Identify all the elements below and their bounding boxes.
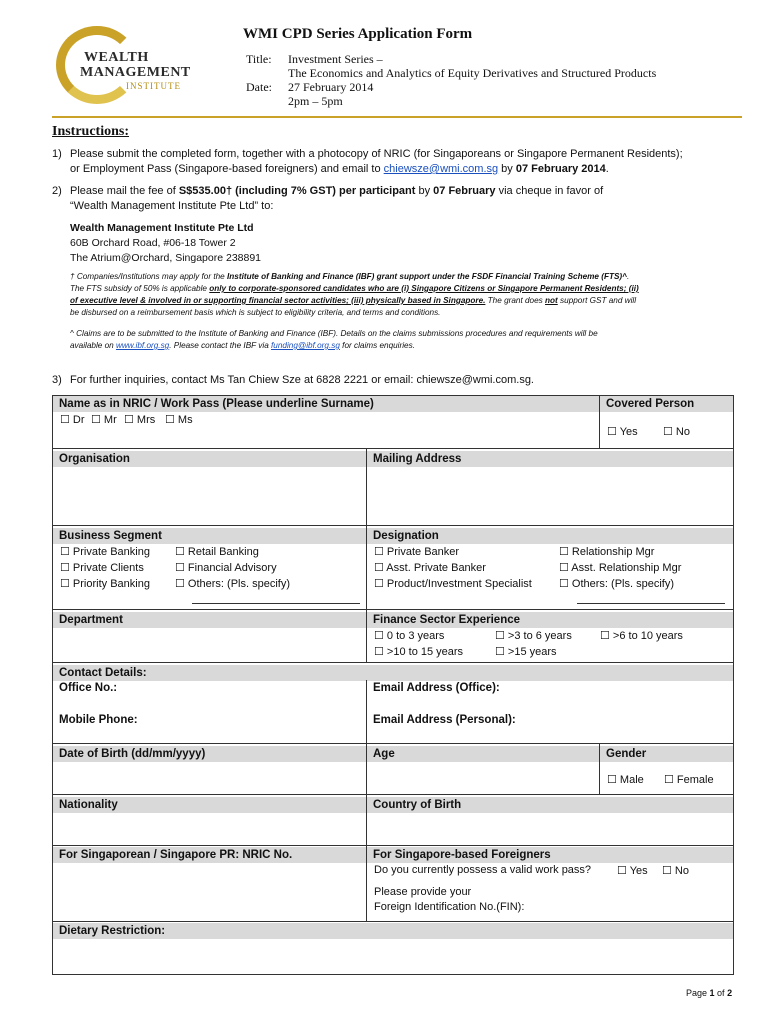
designation-product-specialist[interactable]: ☐ Product/Investment Specialist — [374, 578, 532, 590]
segment-private-banking[interactable]: ☐ Private Banking — [60, 546, 150, 558]
logo-text-institute: INSTITUTE — [126, 81, 181, 91]
email-personal-label: Email Address (Personal): — [373, 714, 516, 726]
mailing-address-field[interactable] — [367, 468, 733, 524]
experience-15-plus[interactable]: ☐ >15 years — [495, 646, 557, 658]
item2-line2: “Wealth Management Institute Pte Ltd” to: — [70, 200, 274, 212]
item2-number: 2) — [52, 185, 62, 197]
row-divider — [53, 448, 733, 449]
date-line2: 2pm – 5pm — [288, 94, 343, 108]
form-title: WMI CPD Series Application Form — [243, 26, 473, 42]
mailing-address-header: Mailing Address — [367, 451, 733, 467]
contact-details-header: Contact Details: — [53, 665, 733, 681]
footnote-line5: ^ Claims are to be submitted to the Institute of Banking and Finance (IBF). Details on the claims submissions procedures and requirements will be — [70, 329, 598, 338]
row-divider — [53, 525, 733, 526]
divider — [366, 680, 367, 743]
row-divider — [53, 794, 733, 795]
experience-6-10[interactable]: ☐ >6 to 10 years — [600, 630, 683, 642]
designation-asst-private-banker[interactable]: ☐ Asst. Private Banker — [374, 562, 486, 574]
designation-header: Designation — [367, 528, 733, 544]
segment-others[interactable]: ☐ Others: (Pls. specify) — [175, 578, 290, 590]
nationality-header: Nationality — [53, 797, 366, 813]
dob-header: Date of Birth (dd/mm/yyyy) — [53, 746, 366, 762]
segment-retail-banking[interactable]: ☐ Retail Banking — [175, 546, 259, 558]
finance-experience-header: Finance Sector Experience — [367, 612, 733, 628]
title-label: Title: — [246, 52, 272, 66]
row-divider — [53, 609, 733, 610]
segment-private-clients[interactable]: ☐ Private Clients — [60, 562, 144, 574]
covered-person-header: Covered Person — [600, 396, 733, 412]
dietary-header: Dietary Restriction: — [53, 923, 733, 939]
designation-asst-relationship-mgr[interactable]: ☐ Asst. Relationship Mgr — [559, 562, 682, 574]
date-label: Date: — [246, 80, 272, 94]
item1-number: 1) — [52, 148, 62, 160]
covered-no-checkbox[interactable]: ☐ No — [663, 426, 690, 438]
divider — [366, 610, 367, 662]
row-divider — [53, 743, 733, 744]
fin-label-line2: Foreign Identification No.(FIN): — [374, 901, 525, 913]
address-line3: The Atrium@Orchard, Singapore 238891 — [70, 252, 262, 264]
segment-others-input-line[interactable] — [192, 603, 360, 604]
row-divider — [53, 845, 733, 846]
logo-text-wealth: WEALTH — [84, 50, 149, 65]
experience-3-6[interactable]: ☐ >3 to 6 years — [495, 630, 572, 642]
logo-text-management: MANAGEMENT — [80, 65, 191, 80]
email-link[interactable]: chiewsze@wmi.com.sg — [383, 163, 499, 175]
footnote-line3: of executive level & involved in or supporting financial sector activities; (iii) physically based in Singapore. The grant does not support GST and will — [70, 296, 637, 305]
divider — [599, 396, 600, 448]
experience-10-15[interactable]: ☐ >10 to 15 years — [374, 646, 464, 658]
work-pass-question: Do you currently possess a valid work pass? — [374, 864, 592, 876]
wmi-logo — [50, 24, 202, 104]
footnote-line4: be disbursed on a reimbursement basis which is subject to eligibility criteria, and terms and conditions. — [70, 308, 441, 317]
footnote-line2: The FTS subsidy of 50% is applicable only to corporate-sponsored candidates who are (i) Singapore Citizens or Singapore Permanent Residents; (ii) — [70, 284, 639, 293]
mobile-phone-label: Mobile Phone: — [59, 714, 138, 726]
designation-others[interactable]: ☐ Others: (Pls. specify) — [559, 578, 674, 590]
address-line1: Wealth Management Institute Pte Ltd — [70, 222, 254, 234]
divider — [599, 744, 600, 794]
designation-private-banker[interactable]: ☐ Private Banker — [374, 546, 460, 558]
segment-financial-advisory[interactable]: ☐ Financial Advisory — [175, 562, 277, 574]
organisation-field[interactable] — [53, 468, 366, 524]
footnote-line6: available on www.ibf.org.sg. Please contact the IBF via funding@ibf.org.sg for claims enquiries. — [70, 341, 415, 350]
item3-text: For further inquiries, contact Ms Tan Chiew Sze at 6828 2221 or email: chiewsze@wmi.com.sg. — [70, 374, 534, 386]
divider — [366, 795, 367, 845]
item3-number: 3) — [52, 374, 62, 386]
row-divider — [53, 662, 733, 663]
department-header: Department — [53, 612, 366, 628]
covered-yes-checkbox[interactable]: ☐ Yes — [607, 426, 638, 438]
designation-others-input-line[interactable] — [577, 603, 725, 604]
salutation-ms[interactable]: ☐ Ms — [165, 414, 193, 426]
divider — [366, 526, 367, 609]
page-number: Page 1 of 2 — [686, 988, 733, 998]
gender-male-checkbox[interactable]: ☐ Male — [607, 774, 644, 786]
work-pass-yes-checkbox[interactable]: ☐ Yes — [617, 865, 648, 877]
work-pass-no-checkbox[interactable]: ☐ No — [662, 865, 689, 877]
age-header: Age — [367, 746, 599, 762]
foreigners-header: For Singapore-based Foreigners — [367, 847, 733, 863]
fin-label-line1: Please provide your — [374, 886, 472, 898]
ibf-email-link[interactable]: funding@ibf.org.sg — [271, 341, 340, 350]
item2-line1: Please mail the fee of S$535.00† (including 7% GST) per participant by 07 February via cheque in favor of — [70, 185, 604, 197]
gender-female-checkbox[interactable]: ☐ Female — [664, 774, 714, 786]
nric-header: For Singaporean / Singapore PR: NRIC No. — [53, 847, 366, 863]
title-line1: Investment Series – — [288, 52, 383, 66]
date-line1: 27 February 2014 — [288, 80, 374, 94]
department-field[interactable] — [53, 629, 366, 661]
divider — [366, 744, 367, 794]
header-divider — [52, 116, 742, 118]
instructions-heading: Instructions: — [52, 124, 130, 139]
gender-header: Gender — [600, 746, 733, 762]
footnote-line1: † Companies/Institutions may apply for the Institute of Banking and Finance (IBF) grant support under the FSDF Financial Training Scheme (FTS)^. — [70, 272, 630, 281]
business-segment-header: Business Segment — [53, 528, 366, 544]
name-header: Name as in NRIC / Work Pass (Please underline Surname) — [53, 396, 599, 412]
row-divider — [53, 921, 733, 922]
ibf-website-link[interactable]: www.ibf.org.sg — [115, 341, 170, 350]
salutation-mr[interactable]: ☐ Mr — [91, 414, 117, 426]
organisation-header: Organisation — [53, 451, 366, 467]
item1-line1: Please submit the completed form, together with a photocopy of NRIC (for Singaporeans or Singapore Permanent Residents); — [70, 148, 683, 160]
designation-relationship-mgr[interactable]: ☐ Relationship Mgr — [559, 546, 655, 558]
divider — [366, 846, 367, 921]
address-line2: 60B Orchard Road, #06-18 Tower 2 — [70, 237, 236, 249]
office-no-label: Office No.: — [59, 682, 118, 694]
title-line2: The Economics and Analytics of Equity Derivatives and Structured Products — [288, 66, 657, 80]
item1-line2: or Employment Pass (Singapore-based foreigners) and email to chiewsze@wmi.com.sg by 07 February 2014. — [70, 163, 609, 175]
dietary-field[interactable] — [53, 940, 733, 974]
email-office-label: Email Address (Office): — [373, 682, 500, 694]
salutation-mrs[interactable]: ☐ Mrs — [124, 414, 156, 426]
segment-priority-banking[interactable]: ☐ Priority Banking — [60, 578, 150, 590]
experience-0-3[interactable]: ☐ 0 to 3 years — [374, 630, 445, 642]
country-of-birth-header: Country of Birth — [367, 797, 733, 813]
salutation-dr[interactable]: ☐ Dr — [60, 414, 85, 426]
